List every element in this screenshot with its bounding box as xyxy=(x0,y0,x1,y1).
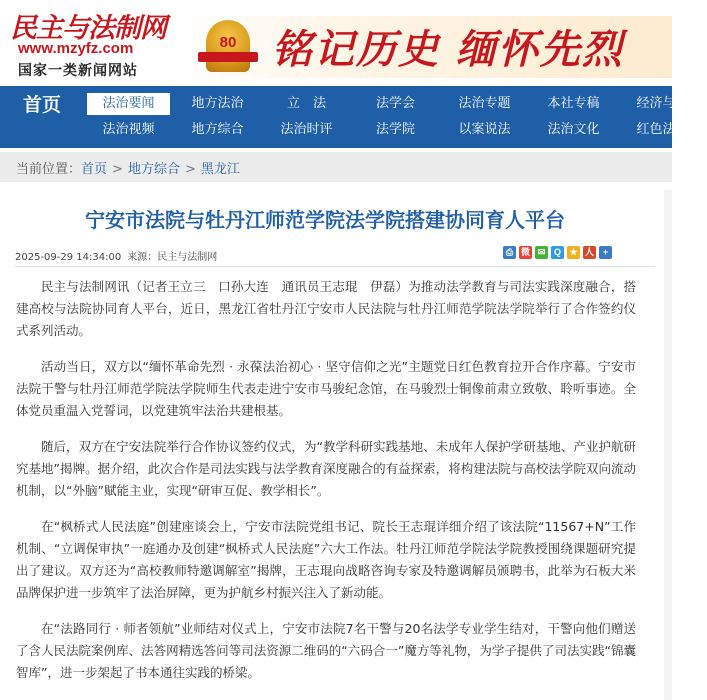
nav-link-fazhi-zhuanti[interactable]: 法治专题 xyxy=(458,96,511,111)
side-scroll-strip[interactable] xyxy=(664,190,672,700)
nav-link-fazhi-shiping[interactable]: 法治时评 xyxy=(280,122,333,137)
nav-link-difang-zonghe[interactable]: 地方综合 xyxy=(191,122,244,137)
breadcrumb-separator-icon: > xyxy=(112,162,123,177)
divider xyxy=(15,266,655,267)
article-paragraph: 活动当日，双方以“缅怀革命先烈 · 永葆法治初心 · 坚守信仰之光”主题党日红色教育拉开合作序幕。宁安市法院干警与牡丹江师范学院法学院师生代表走进宁安市马骏纪念馆，在马骏烈士铜像前肃立致敬、聆听事迹。全体党员重温入党誓词，以党建筑牢法治共建根基。 xyxy=(16,359,636,418)
article-body xyxy=(16,276,636,698)
ribbon-decoration xyxy=(198,52,258,62)
breadcrumb xyxy=(16,158,240,177)
nav-home-link[interactable] xyxy=(16,90,68,144)
banner-slogan: 铭记历史 缅怀先烈 xyxy=(272,26,624,73)
nav-home-label: 首页 xyxy=(22,94,61,116)
nav-link-fazhi-shipin[interactable]: 法治视频 xyxy=(102,122,155,137)
site-slogan: 国家一类新闻网站 xyxy=(18,63,138,79)
weibo-icon[interactable]: 微 xyxy=(520,247,530,257)
nav-link-benshe-zhuangao[interactable]: 本社专稿 xyxy=(547,96,600,111)
nav-link-jingji-yu-fa[interactable]: 经济与法 xyxy=(636,96,689,111)
nav-link-yian-shuofa[interactable]: 以案说法 xyxy=(458,122,511,137)
site-url: www.mzyfz.com xyxy=(18,40,134,57)
main-nav xyxy=(0,86,689,148)
breadcrumb-region-link[interactable]: 黑龙江 xyxy=(200,162,240,177)
nav-link-difang-fazhi[interactable]: 地方法治 xyxy=(191,96,244,111)
nav-row-primary xyxy=(84,93,707,115)
share-toolbar xyxy=(503,246,612,259)
nav-row-secondary xyxy=(84,119,707,141)
article-paragraph: 在“枫桥式人民法庭”创建座谈会上，宁安市法院党组书记、院长王志琨详细介绍了该法院“11567+N”工作机制、“立调保审执”一庭通办及创建“枫桥式人民法庭”六大工作法。牡丹江师范学院法学院教授围绕课题研究提出了建议。双方还为“高校教师特邀调解室”揭牌，王志琨向战略咨询专家及特邀调解员颁聘书，此举为石板大米品牌保护进一步筑牢了法治屏障，更为护航乡村振兴注入了新动能。 xyxy=(16,519,636,600)
breadcrumb-home-link[interactable]: 首页 xyxy=(81,162,108,177)
more-icon[interactable]: + xyxy=(599,246,612,259)
breadcrumb-separator-icon: > xyxy=(184,162,196,177)
anniversary-badge-icon xyxy=(206,20,250,72)
article-paragraph: 在“法路同行 · 师者领航”业师结对仪式上，宁安市法院7名干警与20名法学专业学生结对，干警向他们赠送了含人民法院案例库、法答网精选答问等司法资源二维码的“六码合一”魔方等礼物，为学子提供了司法实践“锦囊智库”，进一步架起了书本通往实践的桥梁。 xyxy=(16,621,636,680)
nav-link-lifa[interactable]: 立 法 xyxy=(286,96,326,111)
article-source: 来源：民主与法制网 xyxy=(127,252,218,263)
article-datetime: 2025-09-29 14:34:00 xyxy=(15,252,122,263)
nav-link-hongse-fazhi[interactable]: 红色法治 xyxy=(636,122,689,137)
breadcrumb-category-link[interactable]: 地方综合 xyxy=(127,162,180,177)
badge-number: 80 xyxy=(219,34,237,51)
article-title: 宁安市法院与牡丹江师范学院法学院搭建协同育人平台 xyxy=(85,208,565,232)
site-logo[interactable] xyxy=(10,6,180,80)
qq-icon[interactable]: Q xyxy=(551,246,564,259)
print-icon[interactable]: ⎙ xyxy=(503,246,516,259)
nav-link-faxueyuan[interactable]: 法学院 xyxy=(375,122,415,137)
article-meta xyxy=(15,248,223,263)
article-paragraph: 民主与法制网讯（记者王立三 口孙大连 通讯员王志琨 伊磊）为推动法学教育与司法实践深度融合，搭建高校与法院协同育人平台，近日，黑龙江省牡丹江宁安市人民法院与牡丹江师范学院法学院举行了合作签约仪式系列活动。 xyxy=(16,279,636,338)
article-paragraph: 随后，双方在宁安法院举行合作协议签约仪式，为“教学科研实践基地、未成年人保护学研基地、产业护航研究基地”揭牌。据介绍，此次合作是司法实践与法学教育深度融合的有益探索，将构建法院与高校法学院双向流动机制，以“外脑”赋能主业，实现“研审互促、教学相长”。 xyxy=(16,439,636,498)
nav-link-fazhi-yaowen[interactable]: 法治要闻 xyxy=(87,93,170,115)
wechat-icon[interactable]: ✉ xyxy=(535,246,548,259)
nav-link-faxuehui[interactable]: 法学会 xyxy=(375,96,415,111)
site-name: 民主与法制网 xyxy=(10,13,166,44)
nav-link-fazhi-wenhua[interactable]: 法治文化 xyxy=(547,122,600,137)
renren-icon[interactable]: 人 xyxy=(584,247,594,257)
commemorative-banner[interactable] xyxy=(180,16,672,78)
site-header xyxy=(0,0,672,84)
qzone-icon[interactable]: ★ xyxy=(567,246,580,259)
breadcrumb-label: 当前位置： xyxy=(16,162,82,177)
breadcrumb-bar xyxy=(0,152,672,182)
